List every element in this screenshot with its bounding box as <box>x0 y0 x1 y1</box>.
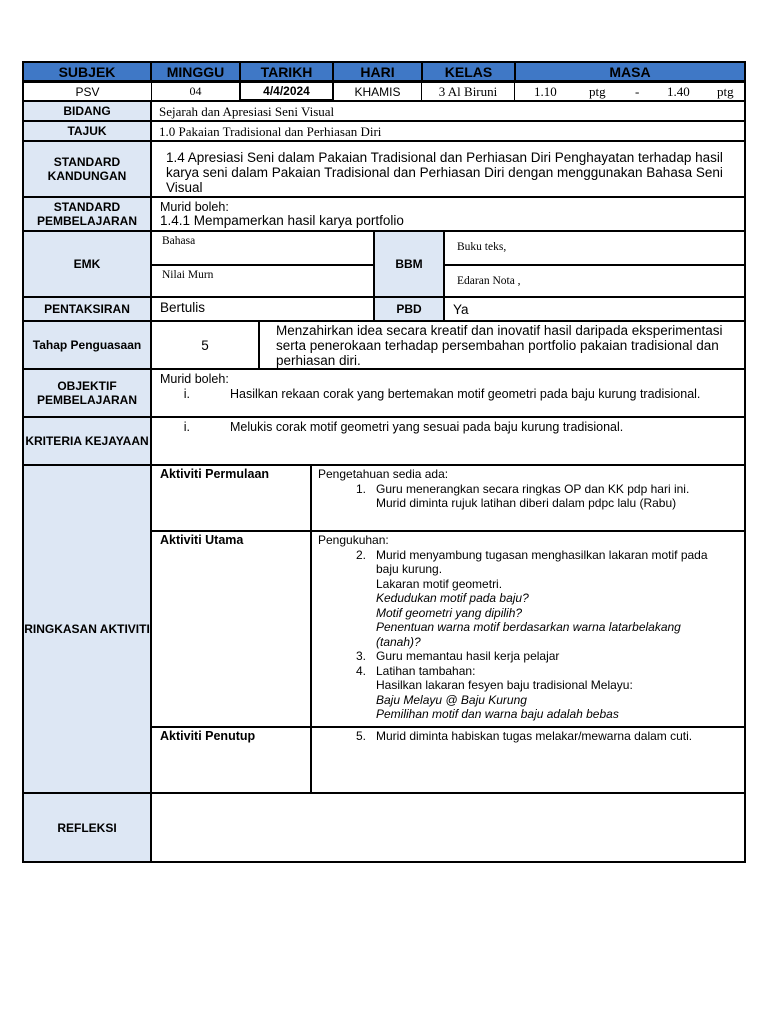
time-end: 1.40 <box>667 84 690 99</box>
pentaksiran-value: Bertulis <box>150 296 375 322</box>
utama-l2g: (tanah)? <box>376 634 421 649</box>
tahap-description <box>258 320 746 370</box>
utama-l2e: Motif geometri yang dipilih? <box>376 605 523 620</box>
label-emk: EMK <box>22 230 152 298</box>
time-cell <box>514 82 746 101</box>
utama-l2c: Lakaran motif geometri. <box>376 576 503 591</box>
aktiviti-permulaan-content <box>310 464 746 532</box>
kriteria-text: Melukis corak motif geometri yang sesuai pada baju kurung tradisional. <box>230 420 624 434</box>
utama-l2a: Murid menyambung tugasan menghasilkan lakaran motif pada <box>376 547 708 562</box>
sp-item: 1.4.1 Mempamerkan hasil karya portfolio <box>160 213 404 228</box>
utama-l4a: Latihan tambahan: <box>376 663 476 678</box>
tahap-level: 5 <box>150 320 260 370</box>
time-ptg-2: ptg <box>717 84 734 99</box>
utama-l4c: Baju Melayu @ Baju Kurung <box>376 692 527 707</box>
kriteria-num: i. <box>183 420 190 434</box>
header-minggu: MINGGU <box>150 61 241 82</box>
aktiviti-permulaan-title: Aktiviti Permulaan <box>150 464 312 532</box>
utama-num-2: 2. <box>355 547 366 562</box>
penutup-num: 5. <box>355 729 366 743</box>
utama-heading: Pengukuhan: <box>318 533 389 547</box>
label-ringkasan-aktiviti: RINGKASAN AKTIVITI <box>22 464 152 794</box>
label-pbd: PBD <box>373 296 445 322</box>
refleksi-value[interactable] <box>150 792 746 863</box>
time-dash: - <box>635 84 640 99</box>
utama-l2d: Kedudukan motif pada baju? <box>376 591 529 605</box>
permulaan-line2: Murid diminta rujuk latihan diberi dalam pdpc lalu (Rabu) <box>376 496 677 510</box>
aktiviti-utama-content <box>310 530 746 728</box>
emk-bahasa: Bahasa <box>150 230 375 266</box>
utama-l3: Guru memantau hasil kerja pelajar <box>376 649 560 663</box>
label-tahap-penguasaan: Tahap Penguasaan <box>22 320 152 370</box>
tahap-desc-text: Menzahirkan idea secara kreatif dan inovatif hasil daripada eksperimentasi serta penerokaan terhadap persembahan portfolio pakaian tradisional dan perhiasan diri. <box>276 323 723 368</box>
week-value: 04 <box>151 82 240 101</box>
permulaan-heading: Pengetahuan sedia ada: <box>318 467 449 481</box>
permulaan-num: 1. <box>355 481 366 496</box>
kriteria-cell <box>150 416 746 466</box>
pbd-value: Ya <box>443 296 746 322</box>
objektif-intro: Murid boleh: <box>160 372 229 386</box>
emk-nilai: Nilai Murn <box>150 264 375 298</box>
utama-l4b: Hasilkan lakaran fesyen baju tradisional Melayu: <box>376 678 633 692</box>
penutup-text: Murid diminta habiskan tugas melakar/mewarna dalam cuti. <box>376 729 693 743</box>
header-hari: HARI <box>332 61 423 82</box>
label-bidang: BIDANG <box>22 100 152 122</box>
header-masa: MASA <box>514 61 746 82</box>
class-value: 3 Al Biruni <box>421 82 515 101</box>
standard-kandungan-value: 1.4 Apresiasi Seni dalam Pakaian Tradisional dan Perhiasan Diri Penghayatan terhadap hasil karya seni dalam Pakaian Tradisional dan Perhiasan Diri dengan menggunakan Bahasa Seni Visual <box>150 140 746 198</box>
aktiviti-utama-title: Aktiviti Utama <box>150 530 312 728</box>
subject-value: PSV <box>22 82 152 101</box>
label-tajuk: TAJUK <box>22 120 152 142</box>
utama-l4d: Pemilihan motif dan warna baju adalah bebas <box>376 707 619 721</box>
objektif-text: Hasilkan rekaan corak yang bertemakan motif geometri pada baju kurung tradisional. <box>230 387 701 401</box>
bbm-edaran-nota: Edaran Nota , <box>443 264 746 298</box>
date-value: 4/4/2024 <box>239 81 334 101</box>
objektif-num: i. <box>183 387 190 401</box>
day-value: KHAMIS <box>333 82 422 101</box>
header-kelas: KELAS <box>421 61 516 82</box>
time-ptg-1: ptg <box>589 84 606 99</box>
objektif-cell <box>150 368 746 418</box>
tajuk-value: 1.0 Pakaian Tradisional dan Perhiasan Diri <box>150 120 746 142</box>
time-start: 1.10 <box>534 84 557 99</box>
permulaan-line1: Guru menerangkan secara ringkas OP dan KK pdp hari ini. <box>376 481 690 496</box>
utama-num-4: 4. <box>355 663 366 678</box>
label-refleksi: REFLEKSI <box>22 792 152 863</box>
bbm-buku-teks: Buku teks, <box>443 230 746 266</box>
utama-l2f: Penentuan warna motif berdasarkan warna latarbelakang <box>376 620 681 634</box>
label-objektif: OBJEKTIF PEMBELAJARAN <box>22 368 152 418</box>
label-pentaksiran: PENTAKSIRAN <box>22 296 152 322</box>
sp-intro: Murid boleh: <box>160 200 229 214</box>
aktiviti-penutup-title: Aktiviti Penutup <box>150 726 312 794</box>
header-subjek: SUBJEK <box>22 61 152 82</box>
utama-l2b: baju kurung. <box>376 562 443 576</box>
utama-num-3: 3. <box>355 649 366 663</box>
label-standard-kandungan: STANDARD KANDUNGAN <box>22 140 152 198</box>
bidang-value: Sejarah dan Apresiasi Seni Visual <box>150 100 746 122</box>
label-kriteria: KRITERIA KEJAYAAN <box>22 416 152 466</box>
aktiviti-penutup-content <box>310 726 746 794</box>
label-bbm: BBM <box>373 230 445 298</box>
label-standard-pembelajaran: STANDARD PEMBELAJARAN <box>22 196 152 232</box>
standard-pembelajaran-cell <box>150 196 746 232</box>
header-tarikh: TARIKH <box>239 61 334 82</box>
